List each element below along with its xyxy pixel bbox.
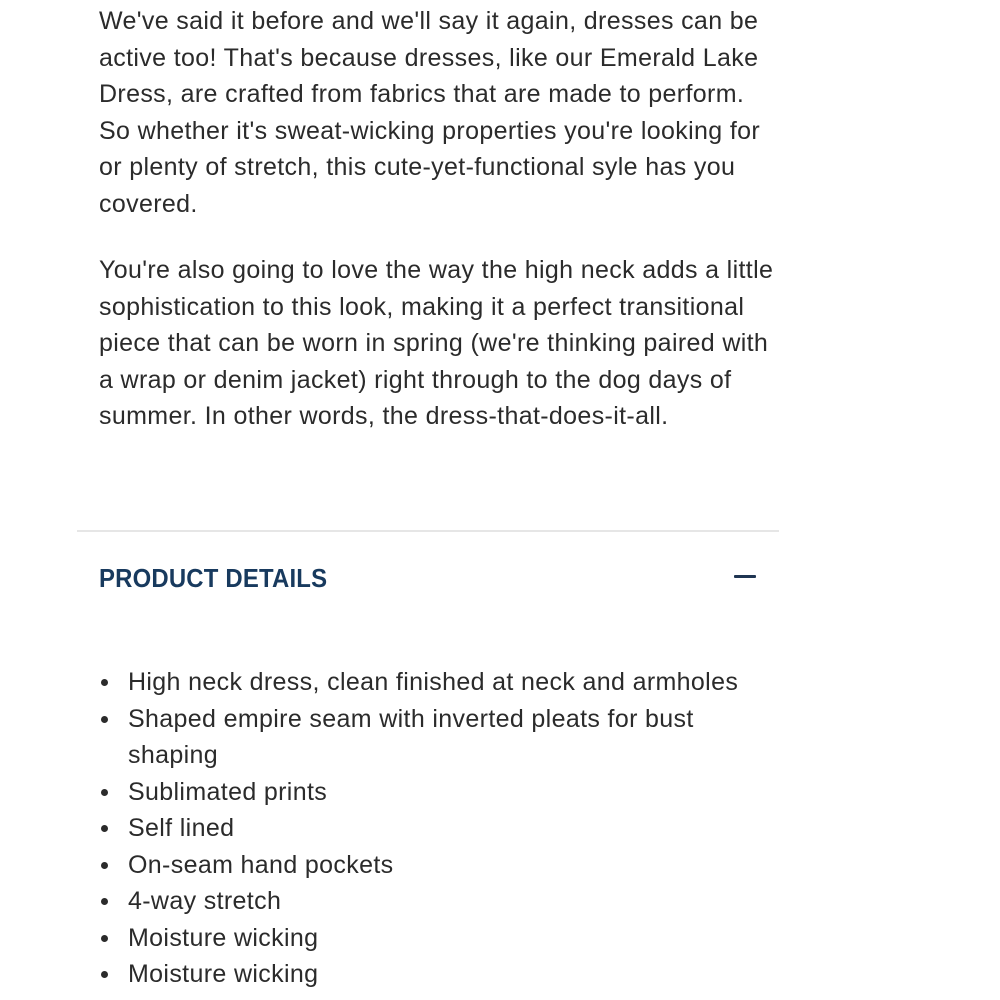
list-item [99, 664, 779, 701]
list-item [99, 920, 779, 957]
list-item-text: Sublimated prints [128, 777, 328, 806]
bullet-icon [101, 825, 108, 832]
bullet-icon [101, 789, 108, 796]
list-item [99, 883, 779, 920]
description-paragraph: You're also going to love the way the high neck adds a little sophistication to this look, making it a perfect transitional piece that can be worn in spring (we're thinking paired with a wrap or denim jacket) right through to the dog days of summer. In other words, the dress-that-does-it-all. [99, 256, 774, 430]
product-details-accordion-header[interactable] [77, 548, 779, 614]
list-item-text: On-seam hand pockets [128, 850, 394, 879]
list-item-text: Shaped empire seam with inverted pleats for bust shaping [128, 704, 694, 769]
bullet-icon [101, 679, 108, 686]
bullet-icon [101, 716, 108, 723]
list-item-text: Moisture wicking [128, 923, 319, 952]
product-details-title: PRODUCT DETAILS [99, 563, 328, 593]
list-item-text: Self lined [128, 814, 235, 842]
bullet-icon [101, 971, 108, 978]
bullet-icon [101, 898, 108, 905]
minus-icon[interactable] [734, 575, 756, 578]
section-divider [77, 530, 779, 532]
list-item [99, 847, 779, 884]
list-item-text: Moisture wicking [128, 960, 319, 988]
list-item-text: High neck dress, clean finished at neck and armholes [128, 668, 739, 696]
list-item [99, 956, 779, 993]
bullet-icon [101, 935, 108, 942]
product-details-list [99, 664, 779, 993]
list-item-text: 4-way stretch [128, 887, 282, 915]
description-paragraph: We've said it before and we'll say it again, dresses can be active too! That's because dresses, like our Emerald Lake Dress, are crafted from fabrics that are made to perform. So whether it's sweat-wicking properties you're looking for or plenty of stretch, this cute-yet-functional syle has you covered. [99, 7, 761, 218]
bullet-icon [101, 862, 108, 869]
list-item [99, 701, 779, 774]
list-item [99, 774, 779, 811]
list-item [99, 810, 779, 847]
